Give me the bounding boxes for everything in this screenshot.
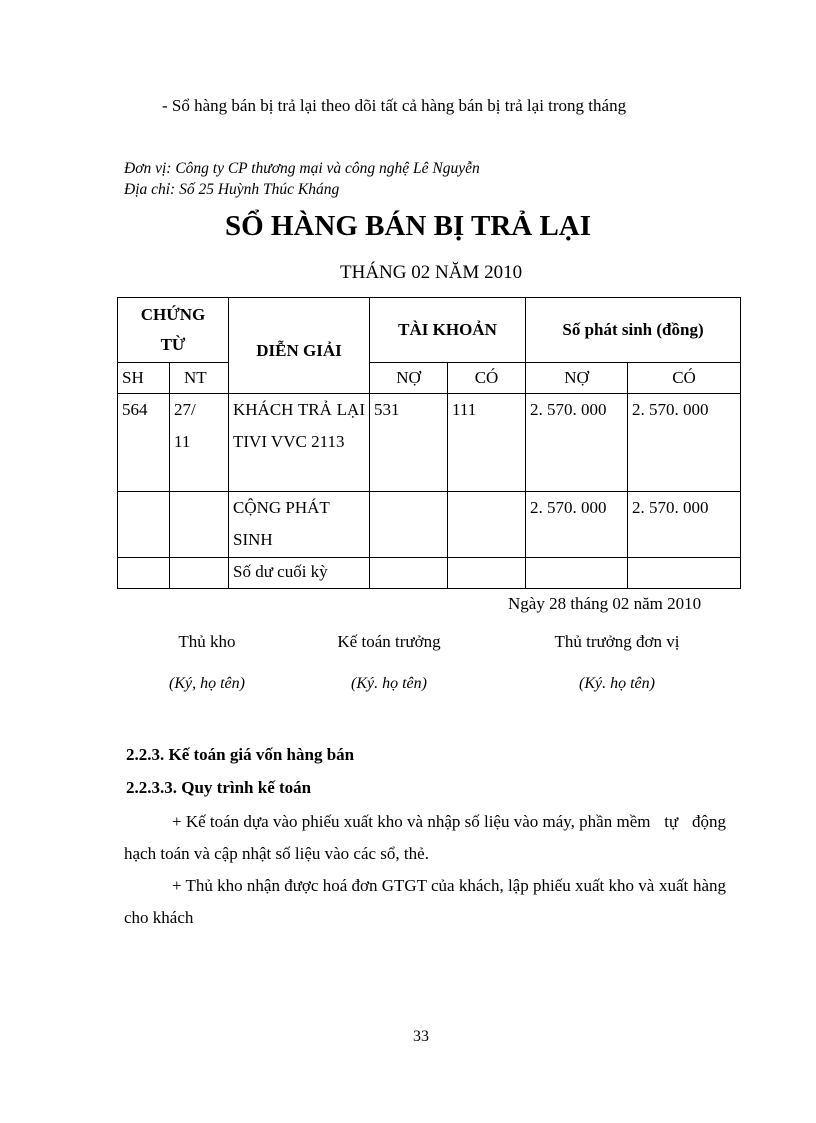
ledger-title: SỔ HÀNG BÁN BỊ TRẢ LẠI <box>224 210 592 242</box>
row-nt: 27/ 11 <box>170 394 229 492</box>
row-account-debit: 531 <box>370 394 448 492</box>
header-account: TÀI KHOẢN <box>370 298 526 363</box>
signature-storekeeper: Thủ kho <box>178 632 236 651</box>
paragraph-rest: xuất hàng cho khách <box>124 876 726 927</box>
row-amount-credit <box>628 558 741 589</box>
signature-director: Thủ trưởng đơn vị <box>554 632 680 651</box>
row-account-debit <box>370 492 448 558</box>
header-account-debit: NỢ <box>370 363 448 394</box>
row-sh <box>118 492 170 558</box>
signature-note-chief-accountant: (Ký. họ tên) <box>351 675 427 692</box>
header-amount-debit: NỢ <box>526 363 628 394</box>
signature-note-director: (Ký. họ tên) <box>579 675 655 692</box>
company-unit: Đơn vị: Công ty CP thương mại và công nghệ Lê Nguyễn <box>124 160 480 177</box>
signature-note-storekeeper: (Ký, họ tên) <box>169 675 245 692</box>
header-nt: NT <box>170 363 229 394</box>
signature-chief-accountant: Kế toán trưởng <box>337 632 441 651</box>
row-amount-credit: 2. 570. 000 <box>628 394 741 492</box>
row-account-credit <box>448 558 526 589</box>
row-account-credit <box>448 492 526 558</box>
row-nt <box>170 492 229 558</box>
company-address: Địa chỉ: Số 25 Huỳnh Thúc Kháng <box>124 181 340 198</box>
header-amount: Số phát sinh (đồng) <box>526 298 741 363</box>
row-account-debit <box>370 558 448 589</box>
header-voucher: CHỨNG TỪ <box>118 298 229 363</box>
paragraph-first-line: + Kế toán dựa vào phiếu xuất kho và nhập số liệu vào máy, phần mềm <box>172 812 651 831</box>
table-row <box>118 492 741 558</box>
page-number: 33 <box>413 1028 429 1045</box>
table-row <box>118 558 741 589</box>
subsection-heading: 2.2.3.3. Quy trình kế toán <box>126 778 312 797</box>
row-sh <box>118 558 170 589</box>
header-row-1 <box>118 298 741 363</box>
row-description: KHÁCH TRẢ LẠI TIVI VVC 2113 <box>229 394 370 492</box>
header-description: DIỄN GIẢI <box>229 298 370 394</box>
row-account-credit: 111 <box>448 394 526 492</box>
row-amount-debit <box>526 558 628 589</box>
row-amount-debit: 2. 570. 000 <box>526 394 628 492</box>
table-row <box>118 394 741 492</box>
paragraph-rest: tự động hạch toán và cập nhật số liệu vào các sổ, thẻ. <box>124 812 726 863</box>
section-heading: 2.2.3. Kế toán giá vốn hàng bán <box>126 745 355 764</box>
row-amount-debit: 2. 570. 000 <box>526 492 628 558</box>
row-description: CỘNG PHÁT SINH <box>229 492 370 558</box>
ledger-month: THÁNG 02 NĂM 2010 <box>340 262 523 283</box>
returned-goods-ledger-table <box>117 297 741 589</box>
row-nt <box>170 558 229 589</box>
row-description: Số dư cuối kỳ <box>229 558 370 589</box>
header-amount-credit: CÓ <box>628 363 741 394</box>
intro-line: - Sổ hàng bán bị trả lại theo dõi tất cả hàng bán bị trả lại trong tháng <box>162 96 627 115</box>
header-account-credit: CÓ <box>448 363 526 394</box>
date-line: Ngày 28 tháng 02 năm 2010 <box>508 594 702 613</box>
header-sh: SH <box>118 363 170 394</box>
header-row-2 <box>118 363 741 394</box>
row-amount-credit: 2. 570. 000 <box>628 492 741 558</box>
paragraph-first-line: + Thủ kho nhận được hoá đơn GTGT của khách, lập phiếu xuất kho và <box>172 876 655 895</box>
row-sh: 564 <box>118 394 170 492</box>
paragraph <box>124 806 726 870</box>
paragraph <box>124 870 726 934</box>
